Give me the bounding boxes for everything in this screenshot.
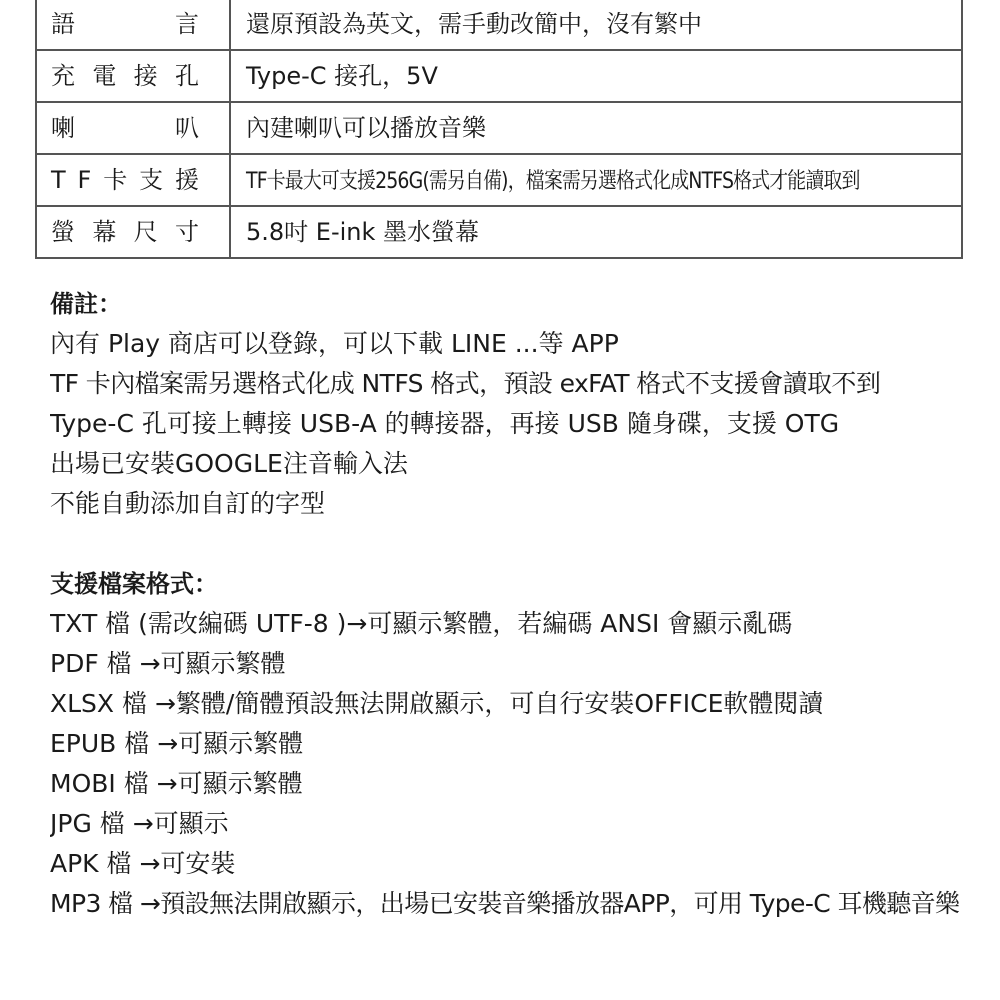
label-char: 充 (51, 62, 75, 90)
spec-value: Type-C 接孔，5V (230, 50, 962, 102)
label-char: 幕 (92, 218, 117, 246)
spec-label (36, 0, 230, 50)
label-char: 孔 (174, 62, 199, 90)
format-line: APK 檔 →可安裝 (50, 849, 236, 878)
format-line: PDF 檔 →可顯示繁體 (50, 649, 286, 678)
note-line: 出場已安裝GOOGLE注音輸入法 (50, 449, 408, 478)
label-char: 喇 (51, 114, 75, 142)
note-line: Type-C 孔可接上轉接 USB-A 的轉接器，再接 USB 隨身碟，支援 OTG (50, 409, 840, 438)
spec-row-language (36, 0, 962, 50)
spec-value (230, 154, 962, 206)
label-char: 寸 (174, 218, 199, 246)
label-char: 言 (175, 10, 199, 38)
spec-label (36, 102, 230, 154)
spec-value-text: TF卡最大可支援256G(需另自備)，檔案需另選格式化成NTFS格式才能讀取到 (246, 168, 860, 194)
spec-value: 5.8吋 E-ink 墨水螢幕 (230, 206, 962, 258)
spec-table (35, 0, 963, 259)
formats-title: 支援檔案格式： (50, 570, 218, 598)
label-char: T (51, 166, 66, 194)
label-char: 語 (51, 10, 75, 38)
note-line: 內有 Play 商店可以登錄，可以下載 LINE ...等 APP (50, 329, 619, 358)
format-line: MP3 檔 →預設無法開啟顯示，出場已安裝音樂播放器APP，可用 Type-C 耳機聽音樂 (50, 889, 960, 918)
spec-value: 還原預設為英文，需手動改簡中，沒有繁中 (230, 0, 962, 50)
format-line: EPUB 檔 →可顯示繁體 (50, 729, 304, 758)
format-line: XLSX 檔 →繁體/簡體預設無法開啟顯示，可自行安裝OFFICE軟體閱讀 (50, 689, 824, 718)
formats-section (50, 564, 980, 924)
spec-label (36, 206, 230, 258)
spec-label (36, 50, 230, 102)
spec-row-tf-card (36, 154, 962, 206)
spec-value: 內建喇叭可以播放音樂 (230, 102, 962, 154)
note-line: TF 卡內檔案需另選格式化成 NTFS 格式，預設 exFAT 格式不支援會讀取不到 (50, 369, 881, 398)
label-char: 卡 (103, 166, 128, 194)
label-char: 叭 (175, 114, 199, 142)
label-char: 螢 (51, 218, 75, 246)
label-char: 支 (139, 166, 164, 194)
format-line: MOBI 檔 →可顯示繁體 (50, 769, 303, 798)
label-char: F (77, 166, 92, 194)
notes-section (50, 284, 980, 524)
label-char: 電 (92, 62, 117, 90)
label-char: 尺 (133, 218, 158, 246)
spec-row-screen-size (36, 206, 962, 258)
note-line: 不能自動添加自訂的字型 (50, 489, 326, 518)
format-line: JPG 檔 →可顯示 (50, 809, 229, 838)
spec-row-charging-port (36, 50, 962, 102)
label-char: 援 (174, 166, 199, 194)
format-line: TXT 檔 (需改編碼 UTF-8 )→可顯示繁體，若編碼 ANSI 會顯示亂碼 (50, 609, 793, 638)
spec-label (36, 154, 230, 206)
notes-title: 備註： (50, 290, 122, 318)
spec-row-speaker (36, 102, 962, 154)
label-char: 接 (133, 62, 158, 90)
